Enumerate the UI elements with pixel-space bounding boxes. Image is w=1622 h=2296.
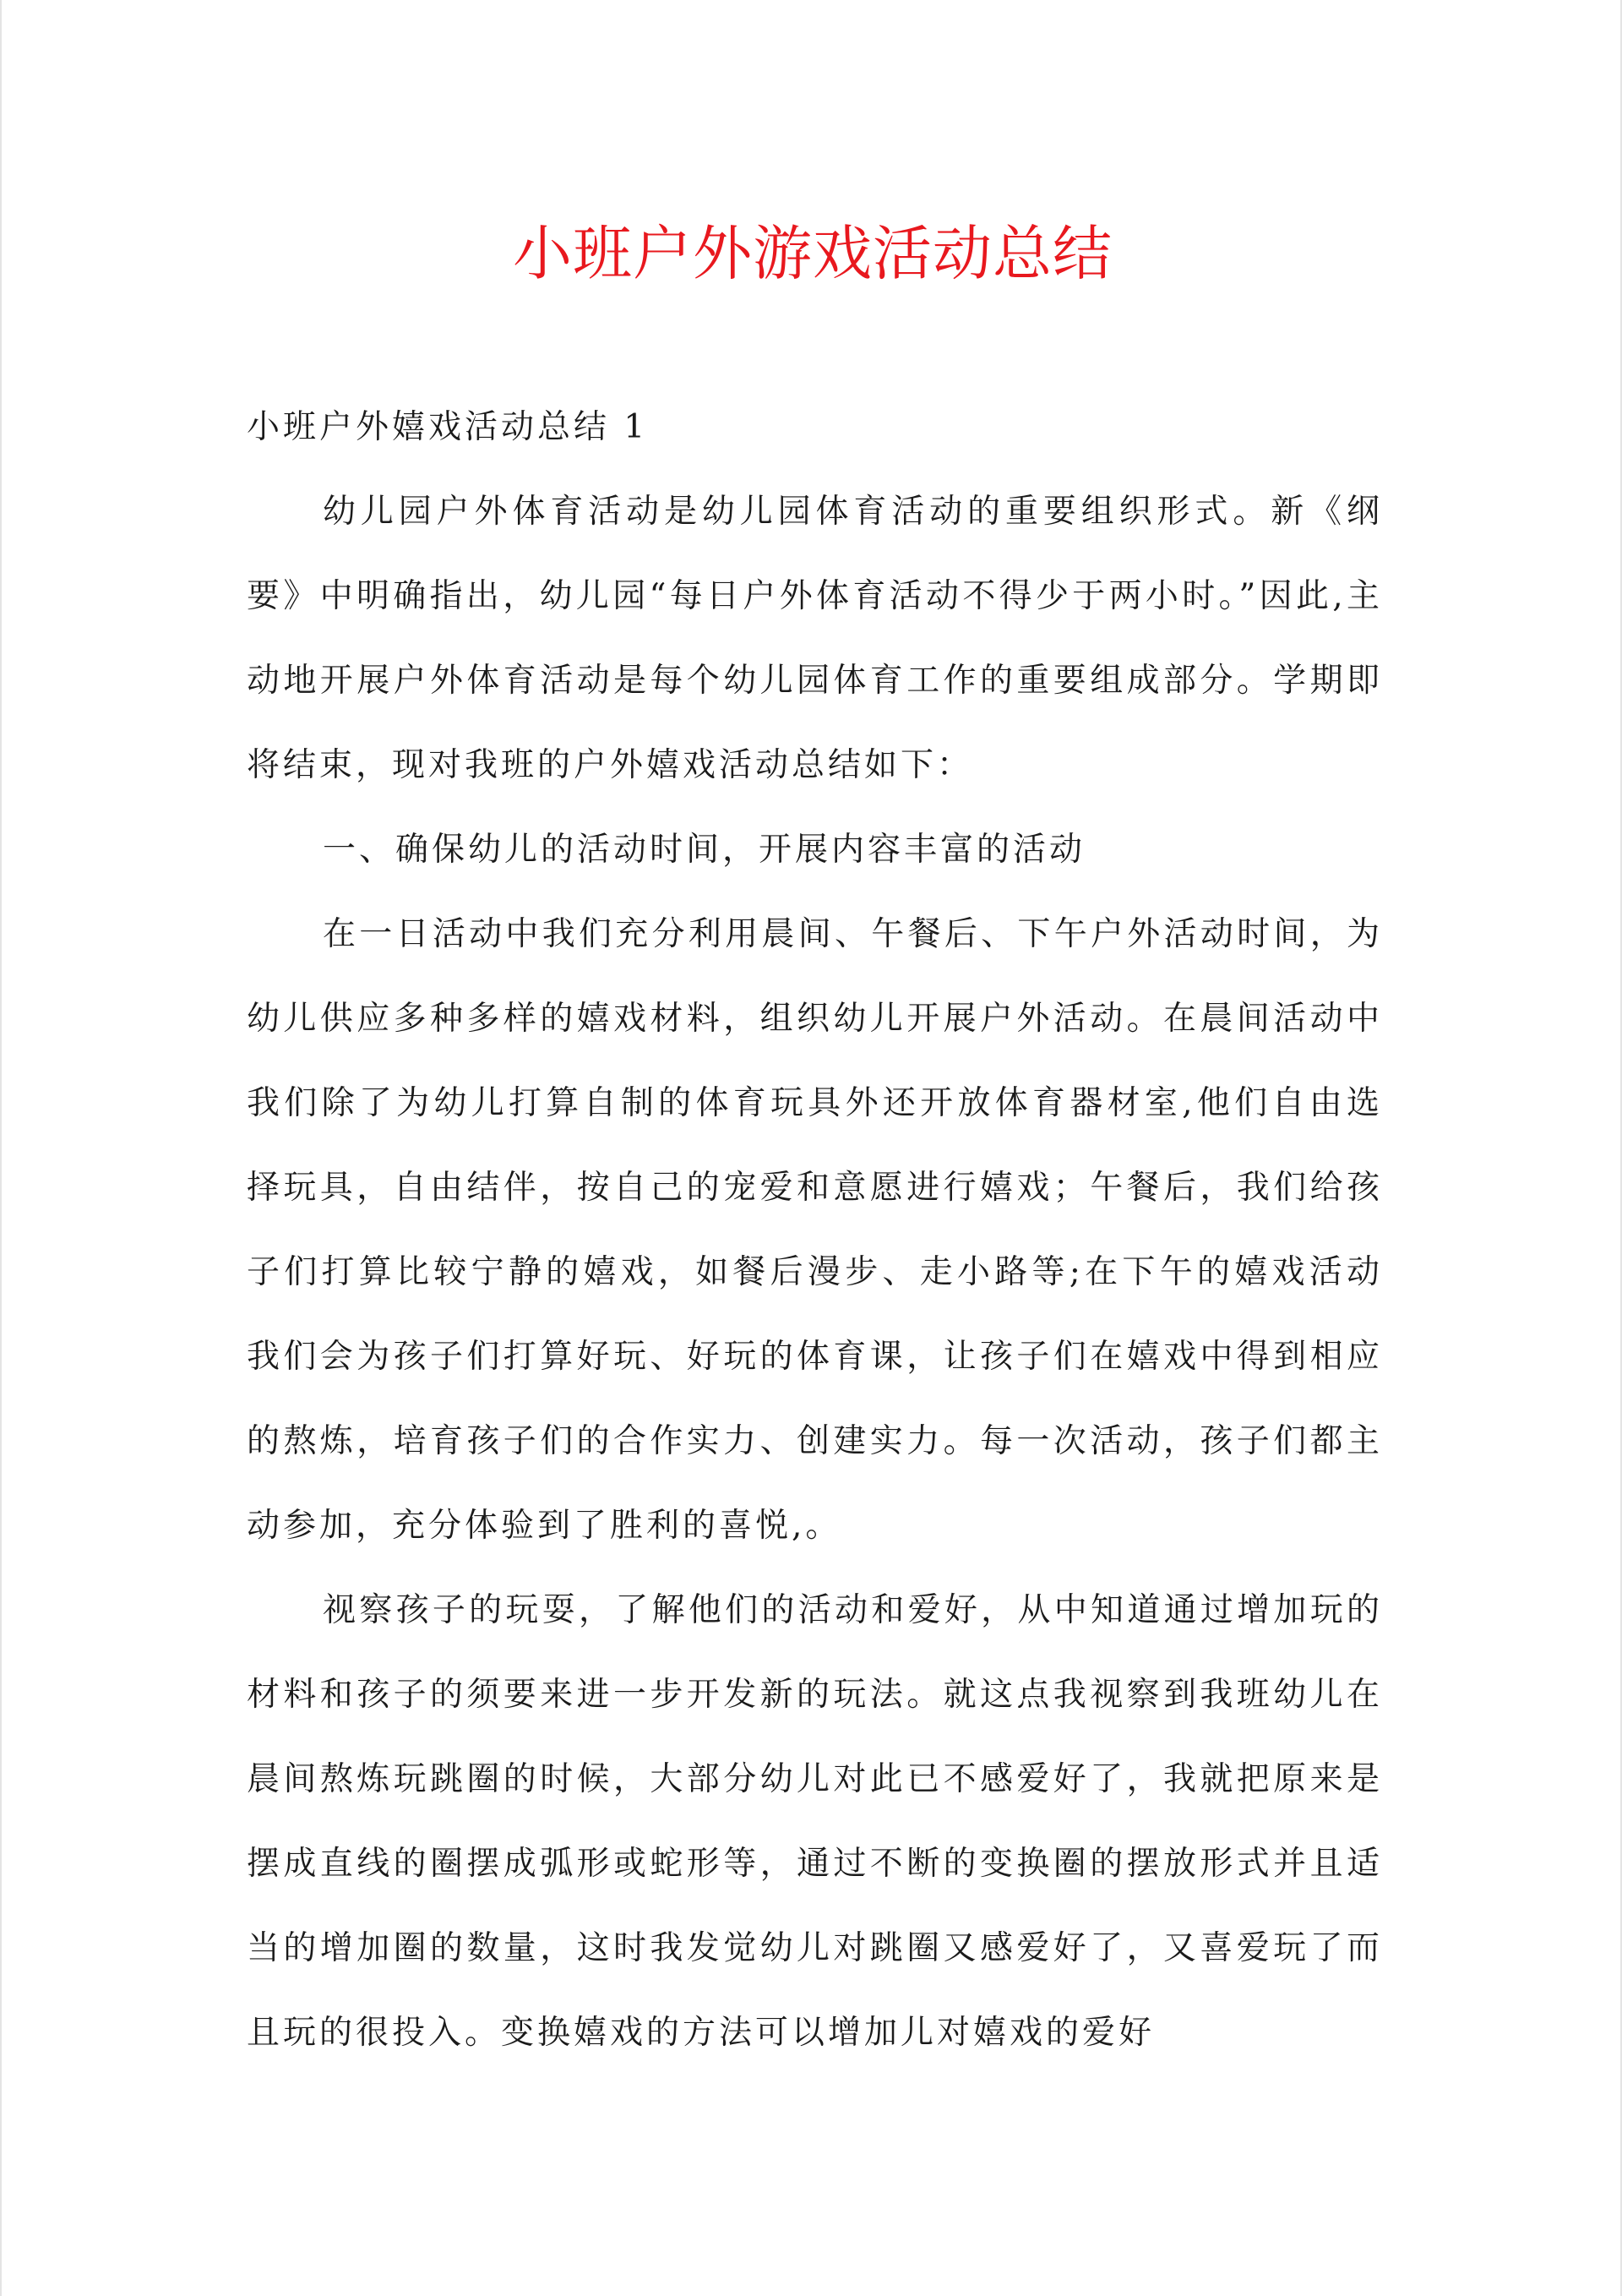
paragraph-observation: 视察孩子的玩耍，了解他们的活动和爱好，从中知道通过增加玩的材料和孩子的须要来进一步开发新的玩法。就这点我视察到我班幼儿在晨间熬炼玩跳圈的时候，大部分幼儿对此已不感爱好了，我就把原来是摆成直线的圈摆成弧形或蛇形等，通过不断的变换圈的摆放形式并且适当的增加圈的数量，这时我发觉幼儿对跳圈又感爱好了，又喜爱玩了而且玩的很投入。变换嬉戏的方法可以增加儿对嬉戏的爱好: [247, 1591, 1383, 2052]
page-title: 小班户外游戏活动总结: [513, 219, 1113, 288]
document-body: [247, 385, 1383, 2075]
section-heading: 一、确保幼儿的活动时间，开展内容丰富的活动: [323, 831, 1086, 869]
paragraph-intro: 幼儿园户外体育活动是幼儿园体育活动的重要组织形式。新《纲要》中明确指出，幼儿园“每日户外体育活动不得少于两小时。”因此,主动地开展户外体育活动是每个幼儿园体育工作的重要组成部分。学期即将结束，现对我班的户外嬉戏活动总结如下：: [247, 493, 1383, 784]
section-subtitle: 小班户外嬉戏活动总结 1: [247, 408, 649, 446]
paragraph-daily-activities: 在一日活动中我们充分利用晨间、午餐后、下午户外活动时间，为幼儿供应多种多样的嬉戏材料，组织幼儿开展户外活动。在晨间活动中我们除了为幼儿打算自制的体育玩具外还开放体育器材室,他们自由选择玩具，自由结伴，按自己的宠爱和意愿进行嬉戏；午餐后，我们给孩子们打算比较宁静的嬉戏，如餐后漫步、走小路等;在下午的嬉戏活动我们会为孩子们打算好玩、好玩的体育课，让孩子们在嬉戏中得到相应的熬炼，培育孩子们的合作实力、创建实力。每一次活动，孩子们都主动参加，充分体验到了胜利的喜悦,。: [247, 915, 1383, 1545]
